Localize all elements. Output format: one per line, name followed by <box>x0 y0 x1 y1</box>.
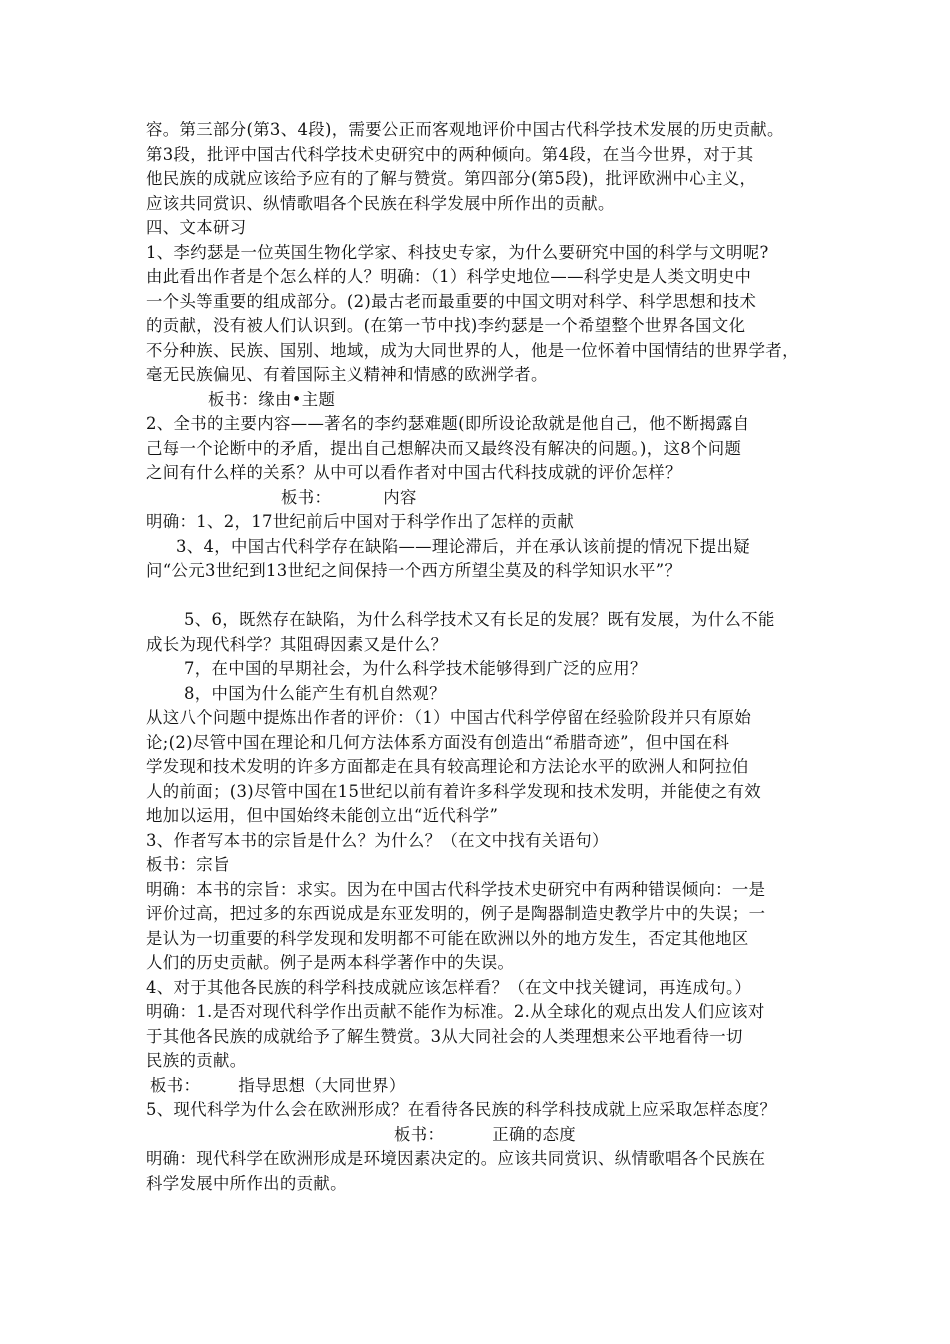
paragraph-line: 应该共同赏识、纵情歌唱各个民族在科学发展中所作出的贡献。 <box>146 193 615 213</box>
question-line: 4、对于其他各民族的科学科技成就应该怎样看？（在文中找关键词，再连成句。） <box>146 977 752 997</box>
paragraph-line: 毫无民族偏见、有着国际主义精神和情感的欧洲学者。 <box>146 365 548 384</box>
paragraph-line: 成长为现代科学？其阻碍因素又是什么？ <box>146 634 448 654</box>
paragraph-line: 从这八个问题中提炼出作者的评价：（1）中国古代科学停留在经验阶段并只有原始 <box>146 708 752 727</box>
paragraph-line: 明确：现代科学在欧洲形成是环境因素决定的。应该共同赏识、纵情歌唱各个民族在 <box>146 1149 766 1168</box>
paragraph-line: 一个头等重要的组成部分。(2)最古老而最重要的中国文明对科学、科学思想和技术 <box>146 291 757 311</box>
paragraph-line: 3、4，中国古代科学存在缺陷——理论滞后，并在承认该前提的情况下提出疑 <box>176 536 750 556</box>
paragraph-line: 科学发展中所作出的贡献。 <box>146 1173 347 1193</box>
question-line: 5、现代科学为什么会在欧洲形成？在看待各民族的科学科技成就上应采取怎样态度？ <box>146 1100 777 1119</box>
paragraph-line: 评价过高，把过多的东西说成是东亚发明的，例子是陶器制造史教学片中的失误；一 <box>146 904 766 923</box>
paragraph-line: 8，中国为什么能产生有机自然观？ <box>184 683 446 703</box>
blank-line <box>146 584 826 609</box>
document-body <box>146 118 826 1196</box>
paragraph-line: 于其他各民族的成就给予了解生赞赏。3从大同社会的人类理想来公平地看待一切 <box>146 1026 743 1046</box>
board-content: 内容 <box>383 487 417 507</box>
paragraph-line: 人们的历史贡献。例子是两本科学著作中的失误。 <box>146 953 515 972</box>
board-note-row <box>146 486 826 511</box>
paragraph-line: 是认为一切重要的科学发现和发明都不可能在欧洲以外的地方发生，否定其他地区 <box>146 928 749 948</box>
question-line: 3、作者写本书的宗旨是什么？为什么？（在文中找有关语句） <box>146 830 609 850</box>
paragraph-line: 由此看出作者是个怎么样的人？明确：（1）科学史地位——科学史是人类文明史中 <box>146 267 752 286</box>
paragraph-line: 论;(2)尽管中国在理论和几何方法体系方面没有创造出“希腊奇迹”，但中国在科 <box>146 732 730 752</box>
paragraph-line: 的贡献，没有被人们认识到。(在第一节中找)李约瑟是一个希望整个世界各国文化 <box>146 316 746 335</box>
paragraph-line: 地加以运用，但中国始终未能创立出“近代科学” <box>146 806 499 825</box>
board-label: 板书： <box>394 1124 445 1144</box>
paragraph-line: 5、6，既然存在缺陷，为什么科学技术又有长足的发展？既有发展，为什么不能 <box>184 610 775 629</box>
question-line: 1、李约瑟是一位英国生物化学家、科技史专家，为什么要研究中国的科学与文明呢? <box>146 242 769 262</box>
paragraph-line: 学发现和技术发明的许多方面都走在具有较高理论和方法论水平的欧洲人和阿拉伯 <box>146 757 749 776</box>
paragraph-line: 不分种族、民族、国别、地域，成为大同世界的人，他是一位怀着中国情结的世界学者， <box>146 340 799 360</box>
paragraph-line: 民族的贡献。 <box>146 1051 247 1070</box>
paragraph-line: 明确：本书的宗旨：求实。因为在中国古代科学技术史研究中有两种错误倾向：一是 <box>146 879 766 899</box>
paragraph-line: 人的前面；(3)尽管中国在15世纪以前有着许多科学发现和技术发明，并能使之有效 <box>146 781 762 801</box>
paragraph-line: 7，在中国的早期社会，为什么科学技术能够得到广泛的应用？ <box>184 659 647 678</box>
paragraph-line: 问“公元3世纪到13世纪之间保持一个西方所望尘莫及的科学知识水平”？ <box>146 561 682 580</box>
question-line: 2、全书的主要内容——著名的李约瑟难题(即所设论敌就是他自己，他不断揭露自 <box>146 414 750 433</box>
board-note-row <box>146 1074 826 1099</box>
section-heading: 四、文本研习 <box>146 218 247 237</box>
paragraph-line: 明确：1、2，17世纪前后中国对于科学作出了怎样的贡献 <box>146 512 575 531</box>
board-label: 板书： <box>281 487 332 507</box>
paragraph-line: 他民族的成就应该给予应有的了解与赞赏。第四部分(第5段)，批评欧洲中心主义， <box>146 169 757 188</box>
board-label: 板书： <box>150 1075 201 1095</box>
paragraph-line: 第3段，批评中国古代科学技术史研究中的两种倾向。第4段，在当今世界，对于其 <box>146 144 754 164</box>
paragraph-line: 之间有什么样的关系？从中可以看作者对中国古代科技成就的评价怎样？ <box>146 463 682 482</box>
board-note-row <box>146 1123 826 1148</box>
paragraph-line: 己每一个论断中的矛盾，提出自己想解决而又最终没有解决的问题。)，这8个问题 <box>146 438 742 458</box>
board-note: 板书：宗旨 <box>146 855 230 874</box>
board-content: 正确的态度 <box>492 1124 576 1144</box>
board-note: 板书：缘由•主题 <box>208 389 336 409</box>
board-content: 指导思想（大同世界） <box>238 1075 406 1095</box>
paragraph-line: 明确：1.是否对现代科学作出贡献不能作为标准。2.从全球化的观点出发人们应该对 <box>146 1002 765 1021</box>
paragraph-line: 容。第三部分(第3、4段)，需要公正而客观地评价中国古代科学技术发展的历史贡献。 <box>146 120 784 139</box>
